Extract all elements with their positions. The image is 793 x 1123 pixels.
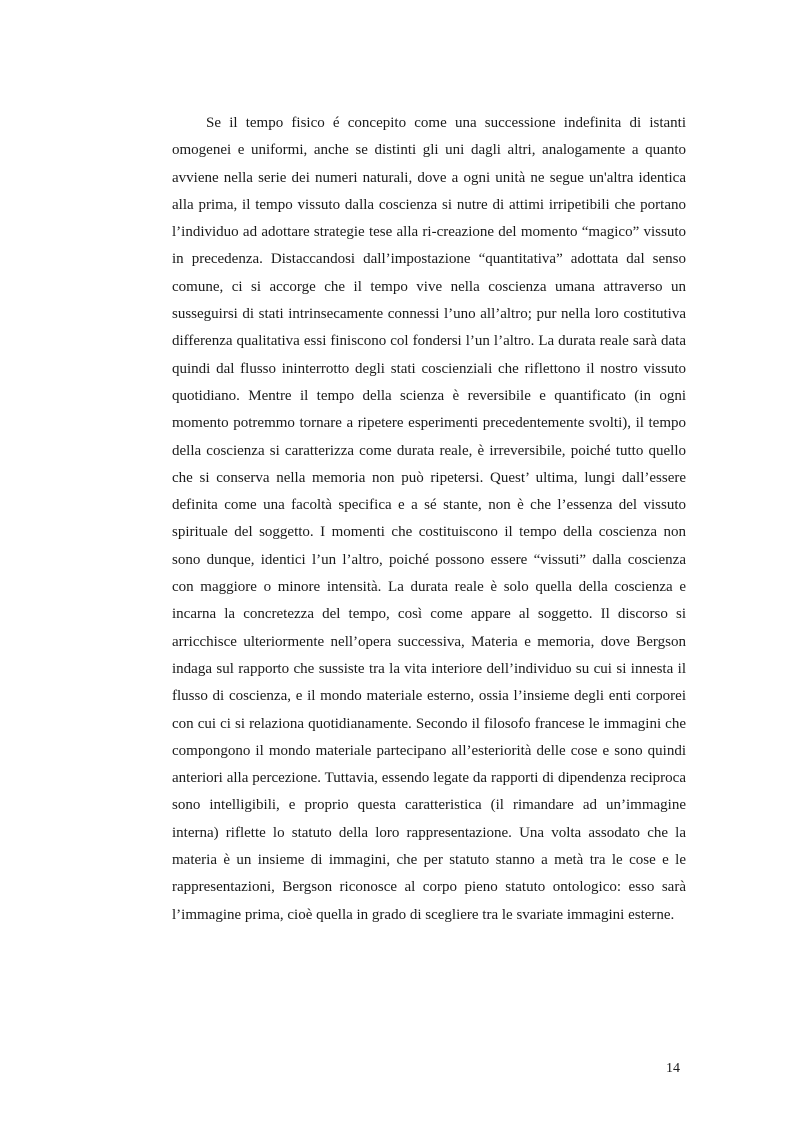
page-number: 14 bbox=[666, 1061, 680, 1076]
body-paragraph: Se il tempo fisico é concepito come una successione indefinita di istanti omogenei e uniformi, anche se distinti gli uni dagli altri, analogamente a quanto avviene nella serie dei numeri naturali, dove a ogni unità ne segue un'altra identica alla prima, il tempo vissuto dalla coscienza si nutre di attimi irripetibili che portano l’individuo ad adottare strategie tese alla ri-creazione del momento “magico” vissuto in precedenza. Distaccandosi dall’impostazione “quantitativa” adottata dal senso comune, ci si accorge che il tempo vive nella coscienza umana attraverso un susseguirsi di stati intrinsecamente connessi l’uno all’altro; pur nella loro costitutiva differenza qualitativa essi finiscono col fondersi l’un l’altro. La durata reale sarà data quindi dal flusso ininterrotto degli stati coscienziali che riflettono il nostro vissuto quotidiano. Mentre il tempo della scienza è reversibile e quantificato (in ogni momento potremmo tornare a ripetere esperimenti precedentemente svolti), il tempo della coscienza si caratterizza come durata reale, è irreversibile, poiché tutto quello che si conserva nella memoria non può ripetersi. Quest’ ultima, lungi dall’essere definita come una facoltà specifica e a sé stante, non è che l’essenza del vissuto spirituale del soggetto. I momenti che costituiscono il tempo della coscienza non sono dunque, identici l’un l’altro, poiché possono essere “vissuti” dalla coscienza con maggiore o minore intensità. La durata reale è solo quella della coscienza e incarna la concretezza del tempo, così come appare al soggetto. Il discorso si arricchisce ulteriormente nell’opera successiva, Materia e memoria, dove Bergson indaga sul rapporto che sussiste tra la vita interiore dell’individuo su cui si innesta il flusso di coscienza, e il mondo materiale esterno, ossia l’insieme degli enti corporei con cui ci si relaziona quotidianamente. Secondo il filosofo francese le immagini che compongono il mondo materiale partecipano all’esteriorità delle cose e sono quindi anteriori alla percezione. Tuttavia, essendo legate da rapporti di dipendenza reciproca sono intelligibili, e proprio questa caratteristica (il rimandare ad un’immagine interna) riflette lo statuto della loro rappresentazione. Una volta assodato che la materia è un insieme di immagini, che per statuto stanno a metà tra le cose e le rappresentazioni, Bergson riconosce al corpo pieno statuto ontologico: esso sarà l’immagine prima, cioè quella in grado di scegliere tra le svariate immagini esterne. bbox=[172, 115, 686, 923]
